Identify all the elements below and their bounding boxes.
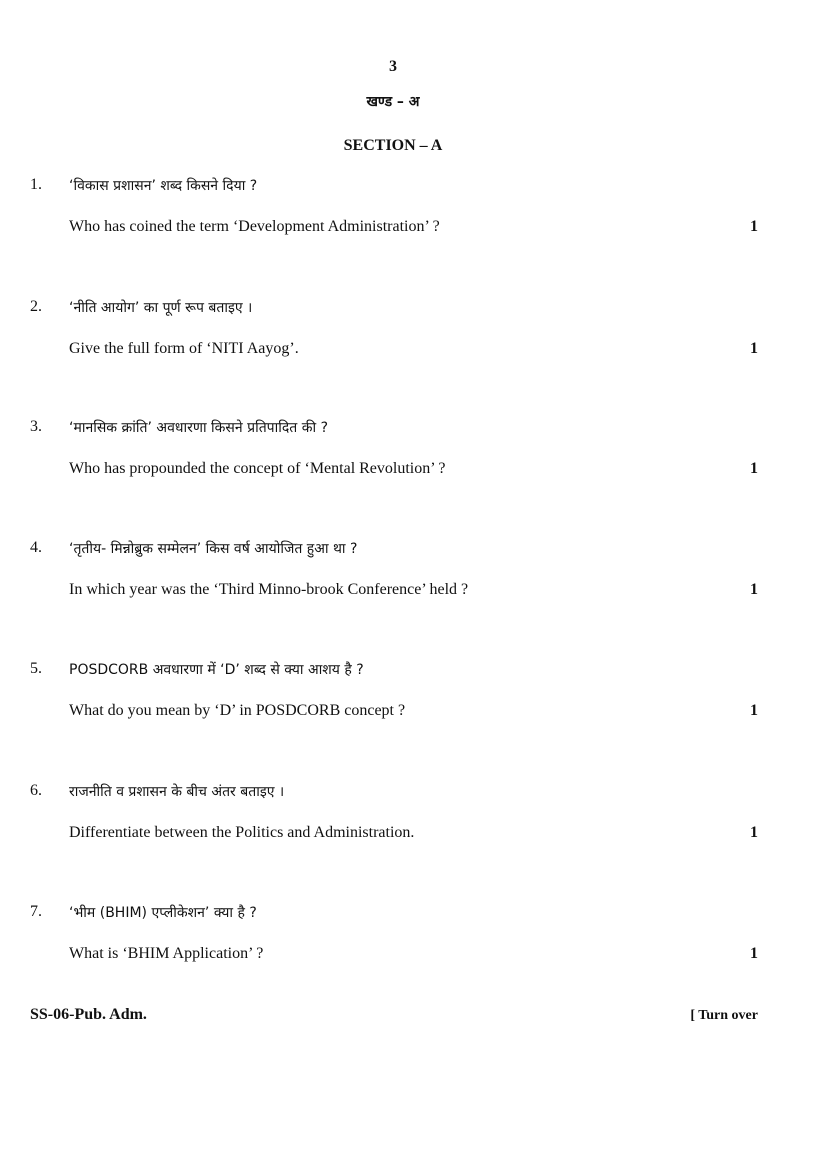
question-number: 4. <box>30 539 42 556</box>
question-2 <box>0 298 827 388</box>
question-marks: 1 <box>750 581 758 598</box>
question-text-english: Who has coined the term ‘Development Administration’ ? <box>69 218 440 235</box>
question-text-english: In which year was the ‘Third Minno-brook Conference’ held ? <box>69 581 469 598</box>
question-marks: 1 <box>750 460 758 477</box>
question-text-english: Give the full form of ‘NITI Aayog’. <box>69 340 299 357</box>
paper-code: SS-06-Pub. Adm. <box>30 1006 147 1023</box>
question-text-english: What is ‘BHIM Application’ ? <box>69 945 264 962</box>
question-7 <box>0 903 827 993</box>
question-5 <box>0 660 827 750</box>
question-marks: 1 <box>750 824 758 841</box>
question-text-hindi: ‘तृतीय- मिन्नोब्रुक सम्मेलन’ किस वर्ष आयोजित हुआ था ? <box>69 541 358 557</box>
question-marks: 1 <box>750 702 758 719</box>
question-number: 5. <box>30 660 42 677</box>
question-marks: 1 <box>750 340 758 357</box>
question-number: 3. <box>30 418 42 435</box>
question-4 <box>0 539 827 629</box>
question-text-hindi: राजनीति व प्रशासन के बीच अंतर बताइए । <box>69 784 285 800</box>
turn-over-note: [ Turn over <box>690 1008 758 1023</box>
question-number: 1. <box>30 176 42 193</box>
page-number: 3 <box>389 58 397 75</box>
question-text-english: Differentiate between the Politics and Administration. <box>69 824 415 841</box>
question-3 <box>0 418 827 508</box>
question-text-hindi: ‘नीति आयोग’ का पूर्ण रूप बताइए । <box>69 300 253 316</box>
section-heading-english: SECTION – A <box>343 137 443 154</box>
section-heading-hindi: खण्ड – अ <box>366 94 420 110</box>
question-6 <box>0 782 827 872</box>
question-marks: 1 <box>750 218 758 235</box>
question-text-hindi: POSDCORB अवधारणा में ‘D’ शब्द से क्या आशय है ? <box>69 662 364 678</box>
question-text-english: What do you mean by ‘D’ in POSDCORB concept ? <box>69 702 406 719</box>
question-text-hindi: ‘मानसिक क्रांति’ अवधारणा किसने प्रतिपादित की ? <box>69 420 328 436</box>
question-number: 2. <box>30 298 42 315</box>
question-text-hindi: ‘विकास प्रशासन’ शब्द किसने दिया ? <box>69 178 258 194</box>
question-marks: 1 <box>750 945 758 962</box>
question-text-english: Who has propounded the concept of ‘Mental Revolution’ ? <box>69 460 446 477</box>
question-1 <box>0 176 827 266</box>
question-number: 6. <box>30 782 42 799</box>
question-number: 7. <box>30 903 42 920</box>
question-text-hindi: ‘भीम (BHIM) एप्लीकेशन’ क्या है ? <box>69 905 257 921</box>
